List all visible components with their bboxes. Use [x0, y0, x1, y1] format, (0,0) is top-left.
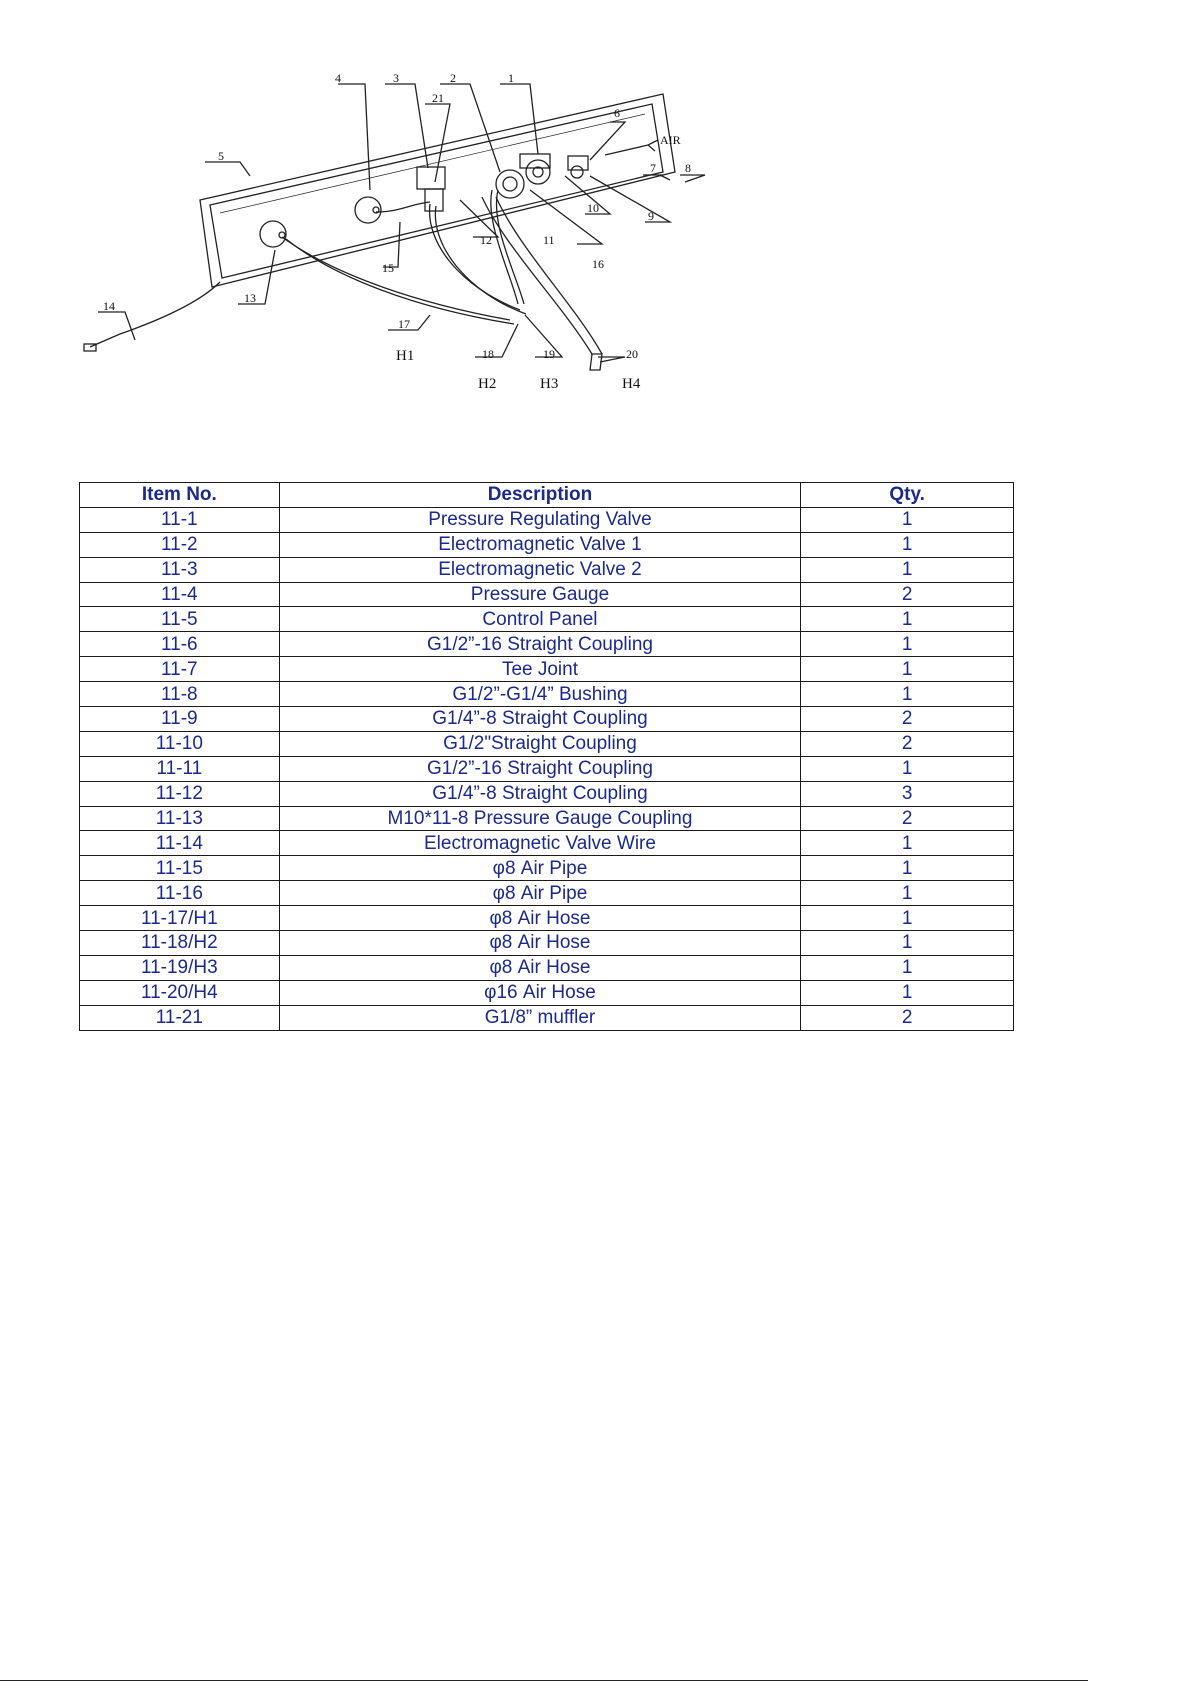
cell-item-no: 11-3 — [80, 557, 280, 582]
table-row — [80, 607, 1014, 632]
cell-description: G1/2”-16 Straight Coupling — [279, 632, 801, 657]
parts-list-table — [79, 482, 1014, 1031]
cell-qty: 2 — [801, 582, 1014, 607]
cell-qty: 1 — [801, 657, 1014, 682]
callout-20: 20 — [626, 347, 638, 361]
table-row — [80, 682, 1014, 707]
header-qty: Qty. — [801, 483, 1014, 508]
regulator — [496, 170, 524, 198]
callout-21: 21 — [432, 91, 444, 105]
cell-qty: 2 — [801, 707, 1014, 732]
cell-qty: 3 — [801, 781, 1014, 806]
cell-qty: 1 — [801, 856, 1014, 881]
table-row — [80, 781, 1014, 806]
air-label: AIR — [660, 133, 681, 147]
callout-14: 14 — [103, 299, 115, 313]
cell-item-no: 11-19/H3 — [80, 955, 280, 980]
cell-qty: 1 — [801, 532, 1014, 557]
cell-qty: 2 — [801, 806, 1014, 831]
callout-17: 17 — [398, 317, 410, 331]
cell-qty: 1 — [801, 831, 1014, 856]
cell-qty: 1 — [801, 881, 1014, 906]
table-row — [80, 731, 1014, 756]
header-description: Description — [279, 483, 801, 508]
cell-item-no: 11-9 — [80, 707, 280, 732]
cell-item-no: 11-13 — [80, 806, 280, 831]
cell-description: φ8 Air Hose — [279, 906, 801, 931]
callout-1: 1 — [508, 72, 514, 85]
table-row — [80, 906, 1014, 931]
cell-item-no: 11-18/H2 — [80, 931, 280, 956]
table-row — [80, 955, 1014, 980]
table-row — [80, 557, 1014, 582]
callout-16: 16 — [592, 257, 604, 271]
cell-description: φ8 Air Hose — [279, 931, 801, 956]
cell-item-no: 11-4 — [80, 582, 280, 607]
table-header-row — [80, 483, 1014, 508]
table-row — [80, 831, 1014, 856]
table-row — [80, 806, 1014, 831]
gauge-13 — [260, 221, 286, 247]
cell-qty: 1 — [801, 607, 1014, 632]
table-row — [80, 1005, 1014, 1030]
cell-qty: 1 — [801, 507, 1014, 532]
cell-item-no: 11-6 — [80, 632, 280, 657]
cell-description: Pressure Gauge — [279, 582, 801, 607]
cell-description: G1/2”-16 Straight Coupling — [279, 756, 801, 781]
callout-10: 10 — [587, 201, 599, 215]
cell-description: Electromagnetic Valve 2 — [279, 557, 801, 582]
cell-description: Control Panel — [279, 607, 801, 632]
table-row — [80, 707, 1014, 732]
cell-item-no: 11-5 — [80, 607, 280, 632]
cell-item-no: 11-20/H4 — [80, 980, 280, 1005]
callout-18: 18 — [482, 347, 494, 361]
cell-item-no: 11-1 — [80, 507, 280, 532]
table-row — [80, 532, 1014, 557]
header-item-no: Item No. — [80, 483, 280, 508]
cell-item-no: 11-21 — [80, 1005, 280, 1030]
callout-9: 9 — [648, 209, 654, 223]
callout-12: 12 — [480, 233, 492, 247]
callout-8: 8 — [685, 161, 691, 175]
callout-3: 3 — [393, 72, 399, 85]
footer-divider — [0, 1680, 1088, 1681]
hose-label-h3: H3 — [540, 376, 559, 392]
cell-item-no: 11-2 — [80, 532, 280, 557]
table-row — [80, 632, 1014, 657]
callout-2: 2 — [450, 72, 456, 85]
cell-qty: 2 — [801, 1005, 1014, 1030]
table-row — [80, 756, 1014, 781]
cell-description: G1/2"Straight Coupling — [279, 731, 801, 756]
table-row — [80, 507, 1014, 532]
cell-description: φ8 Air Pipe — [279, 856, 801, 881]
cell-item-no: 11-10 — [80, 731, 280, 756]
cell-description: Electromagnetic Valve 1 — [279, 532, 801, 557]
cell-description: M10*11-8 Pressure Gauge Coupling — [279, 806, 801, 831]
cell-description: G1/4”-8 Straight Coupling — [279, 781, 801, 806]
cell-description: φ8 Air Hose — [279, 955, 801, 980]
cell-description: G1/2”-G1/4” Bushing — [279, 682, 801, 707]
table-row — [80, 980, 1014, 1005]
cell-qty: 1 — [801, 682, 1014, 707]
cell-item-no: 11-17/H1 — [80, 906, 280, 931]
cell-item-no: 11-7 — [80, 657, 280, 682]
callout-6: 6 — [614, 106, 620, 120]
cell-qty: 2 — [801, 731, 1014, 756]
table-row — [80, 931, 1014, 956]
callout-13: 13 — [244, 291, 256, 305]
callout-4: 4 — [335, 72, 341, 85]
cell-description: Pressure Regulating Valve — [279, 507, 801, 532]
cell-qty: 1 — [801, 980, 1014, 1005]
cell-item-no: 11-15 — [80, 856, 280, 881]
cell-qty: 1 — [801, 632, 1014, 657]
gauge-4 — [355, 197, 381, 223]
cell-qty: 1 — [801, 955, 1014, 980]
solenoid-block — [417, 167, 445, 189]
table-row — [80, 856, 1014, 881]
callout-19: 19 — [543, 347, 555, 361]
callout-5: 5 — [218, 149, 224, 163]
cell-qty: 1 — [801, 906, 1014, 931]
cell-item-no: 11-16 — [80, 881, 280, 906]
callout-11: 11 — [543, 233, 555, 247]
hose-label-h1: H1 — [396, 348, 415, 364]
callout-7: 7 — [650, 161, 656, 175]
cell-description: G1/4”-8 Straight Coupling — [279, 707, 801, 732]
cell-description: G1/8” muffler — [279, 1005, 801, 1030]
cell-qty: 1 — [801, 557, 1014, 582]
cell-item-no: 11-12 — [80, 781, 280, 806]
hose-label-h4: H4 — [622, 376, 641, 392]
panel-face — [210, 104, 663, 278]
hose-label-h2: H2 — [478, 376, 497, 392]
control-panel-assembly-diagram — [80, 72, 780, 432]
cell-item-no: 11-14 — [80, 831, 280, 856]
cell-description: Electromagnetic Valve Wire — [279, 831, 801, 856]
table-row — [80, 657, 1014, 682]
cell-description: φ8 Air Pipe — [279, 881, 801, 906]
cell-qty: 1 — [801, 756, 1014, 781]
cell-item-no: 11-8 — [80, 682, 280, 707]
table-body — [80, 507, 1014, 1030]
callout-15: 15 — [382, 261, 394, 275]
table-row — [80, 582, 1014, 607]
cell-item-no: 11-11 — [80, 756, 280, 781]
table-row — [80, 881, 1014, 906]
cell-description: Tee Joint — [279, 657, 801, 682]
cell-description: φ16 Air Hose — [279, 980, 801, 1005]
cell-qty: 1 — [801, 931, 1014, 956]
